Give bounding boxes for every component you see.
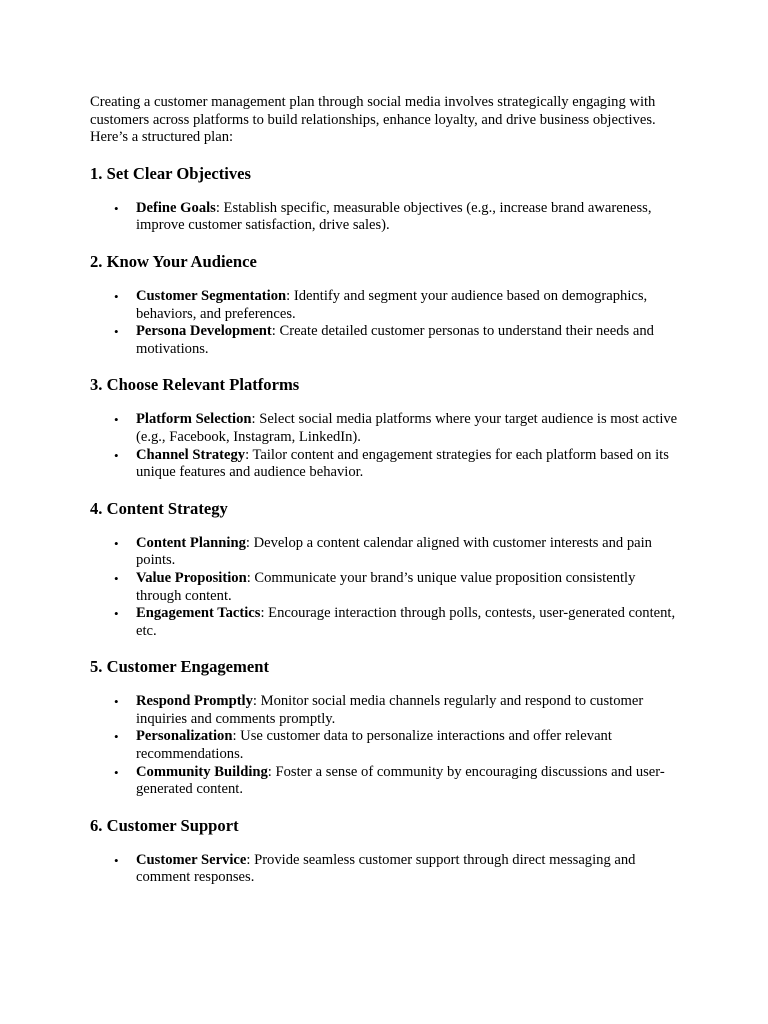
- bullet-text: : Monitor social media channels regularly and respond to customer inquiries and comments promptly.: [136, 693, 644, 727]
- bullet-term: Persona Development: [136, 323, 272, 340]
- bullet-icon: •: [114, 324, 119, 340]
- section-heading: 6. Customer Support: [90, 815, 239, 835]
- bullet-icon: •: [114, 570, 119, 586]
- list-item: [90, 200, 680, 235]
- list-item: [90, 447, 680, 482]
- list-item: [90, 764, 680, 799]
- bullet-icon: •: [114, 288, 119, 304]
- bullet-text: : Tailor content and engagement strategies for each platform based on its unique features and audience behavior.: [136, 446, 669, 481]
- list-item: [90, 323, 680, 358]
- section-1: [90, 164, 680, 235]
- bullet-term: Engagement Tactics: [136, 605, 261, 622]
- bullet-text: : Identify and segment your audience based on demographics, behaviors, and preferences.: [136, 287, 648, 322]
- bullet-list: [90, 288, 680, 358]
- bullet-list: [90, 535, 680, 641]
- bullet-term: Define Goals: [136, 199, 216, 216]
- bullet-icon: •: [114, 764, 119, 780]
- bullet-icon: •: [114, 729, 119, 745]
- bullet-text: : Encourage interaction through polls, contests, user-generated content, etc.: [136, 605, 676, 639]
- bullet-text: : Establish specific, measurable objectives (e.g., increase brand awareness, improve customer satisfaction, drive sales).: [136, 199, 652, 234]
- list-item: [90, 411, 680, 446]
- section-heading: 3. Choose Relevant Platforms: [90, 375, 300, 395]
- bullet-icon: •: [114, 852, 119, 868]
- section-heading: 4. Content Strategy: [90, 498, 228, 518]
- bullet-text: : Provide seamless customer support through direct messaging and comment responses.: [136, 851, 636, 886]
- bullet-icon: •: [114, 200, 119, 216]
- bullet-text: : Select social media platforms where your target audience is most active (e.g., Facebook, Instagram, LinkedIn).: [136, 411, 678, 445]
- list-item: [90, 288, 680, 323]
- bullet-icon: •: [114, 447, 119, 463]
- bullet-icon: •: [114, 535, 119, 551]
- bullet-text: : Use customer data to personalize interactions and offer relevant recommendations.: [136, 728, 612, 763]
- bullet-term: Channel Strategy: [136, 446, 246, 463]
- bullet-term: Personalization: [136, 728, 233, 745]
- intro-paragraph: Creating a customer management plan through social media involves strategically engaging with customers across platforms to build relationships, enhance loyalty, and drive business objectives. Here’s a structured plan:: [90, 94, 656, 146]
- section-heading: 2. Know Your Audience: [90, 251, 257, 271]
- bullet-term: Customer Service: [136, 851, 247, 868]
- section-5: [90, 657, 680, 799]
- document-page: [90, 94, 680, 887]
- bullet-term: Content Planning: [136, 534, 246, 551]
- bullet-list: [90, 852, 680, 887]
- list-item: [90, 728, 680, 763]
- bullet-term: Platform Selection: [136, 411, 252, 428]
- bullet-text: : Communicate your brand’s unique value proposition consistently through content.: [136, 569, 636, 604]
- bullet-text: : Create detailed customer personas to understand their needs and motivations.: [136, 323, 654, 357]
- list-item: [90, 535, 680, 570]
- list-item: [90, 605, 680, 640]
- section-3: [90, 375, 680, 481]
- bullet-icon: •: [114, 412, 119, 428]
- list-item: [90, 693, 680, 728]
- section-heading: 1. Set Clear Objectives: [90, 163, 251, 183]
- bullet-list: [90, 693, 680, 799]
- section-6: [90, 816, 680, 887]
- list-item: [90, 852, 680, 887]
- bullet-icon: •: [114, 606, 119, 622]
- bullet-term: Community Building: [136, 763, 268, 780]
- list-item: [90, 570, 680, 605]
- section-2: [90, 252, 680, 358]
- bullet-term: Value Proposition: [136, 569, 247, 586]
- bullet-list: [90, 200, 680, 235]
- bullet-term: Customer Segmentation: [136, 287, 287, 304]
- bullet-list: [90, 411, 680, 481]
- bullet-icon: •: [114, 694, 119, 710]
- bullet-text: : Foster a sense of community by encouraging discussions and user-generated content.: [136, 763, 665, 798]
- section-4: [90, 499, 680, 641]
- section-heading: 5. Customer Engagement: [90, 657, 269, 677]
- bullet-text: : Develop a content calendar aligned with customer interests and pain points.: [136, 534, 652, 569]
- bullet-term: Respond Promptly: [136, 693, 253, 710]
